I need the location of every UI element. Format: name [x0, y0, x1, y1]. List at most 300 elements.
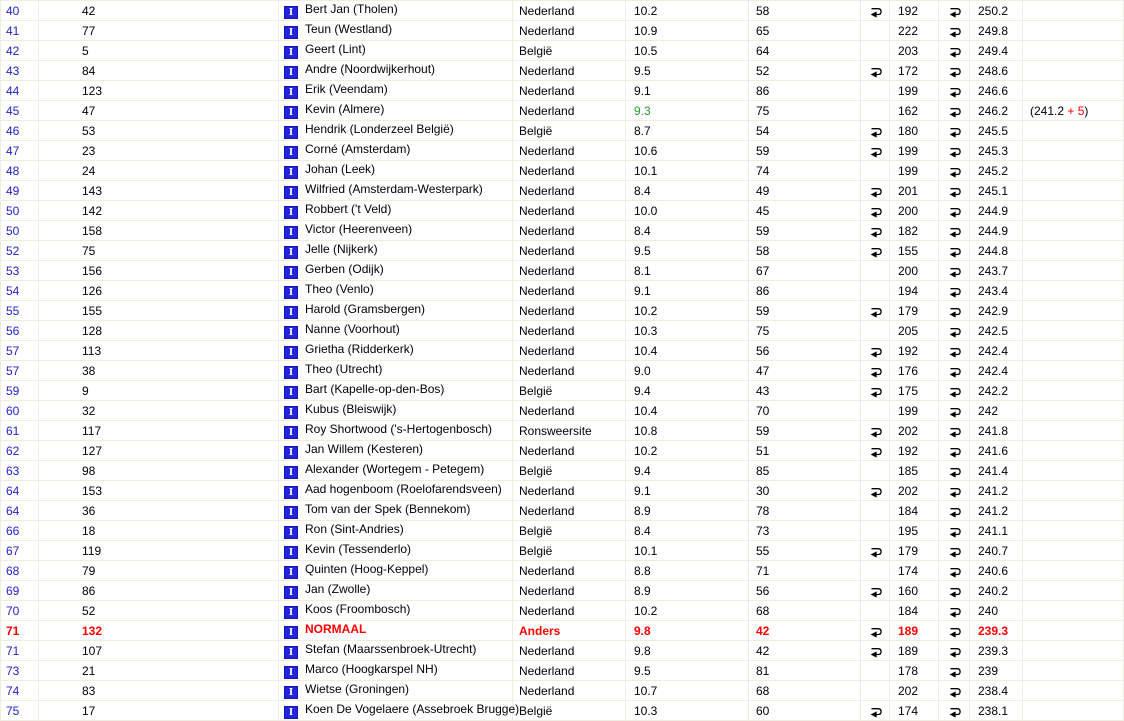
total-score-cell: 241.2: [970, 501, 1023, 521]
total-score-cell: 239: [970, 661, 1023, 681]
info-badge-icon[interactable]: I: [284, 306, 298, 319]
value3-cell: 160: [890, 581, 939, 601]
participant-cell: [279, 501, 513, 521]
info-badge-icon[interactable]: I: [284, 486, 298, 499]
total-score-cell: 248.6: [970, 61, 1023, 81]
participant-cell: [279, 121, 513, 141]
arrow1-cell: [861, 121, 890, 141]
country-cell: Nederland: [513, 181, 626, 201]
table-row: [1, 301, 1124, 321]
participant-cell: [279, 201, 513, 221]
participant-cell: [279, 601, 513, 621]
value3-cell: 179: [890, 541, 939, 561]
entry-number-cell: 53: [39, 121, 279, 141]
total-score-cell: 240: [970, 601, 1023, 621]
country-cell: Nederland: [513, 201, 626, 221]
country-cell: Nederland: [513, 641, 626, 661]
entry-number-cell: 156: [39, 261, 279, 281]
value2-cell: 55: [749, 541, 861, 561]
arrow2-cell: [939, 21, 970, 41]
participant-name: Theo (Utrecht): [305, 362, 383, 376]
entry-number-cell: 42: [39, 1, 279, 21]
value3-cell: 189: [890, 641, 939, 661]
info-badge-icon[interactable]: I: [284, 546, 298, 559]
info-badge-icon[interactable]: I: [284, 86, 298, 99]
arrow1-cell: [861, 481, 890, 501]
country-cell: Nederland: [513, 481, 626, 501]
info-badge-icon[interactable]: I: [284, 246, 298, 259]
curved-return-arrow-icon: [947, 5, 962, 18]
curved-return-arrow-icon: [947, 245, 962, 258]
arrow2-cell: [939, 581, 970, 601]
curved-return-arrow-icon: [947, 85, 962, 98]
arrow2-cell: [939, 401, 970, 421]
participant-name: Kevin (Almere): [305, 102, 385, 116]
arrow2-cell: [939, 61, 970, 81]
curved-return-arrow-icon: [868, 485, 883, 498]
participant-cell: [279, 481, 513, 501]
entry-number-cell: 9: [39, 381, 279, 401]
participant-name: Johan (Leek): [305, 162, 376, 176]
rank-cell: 57: [1, 361, 39, 381]
value3-cell: 178: [890, 661, 939, 681]
curved-return-arrow-icon: [947, 425, 962, 438]
total-score-cell: 243.4: [970, 281, 1023, 301]
total-score-cell: 250.2: [970, 1, 1023, 21]
value1-cell: 10.6: [626, 141, 749, 161]
value2-cell: 75: [749, 101, 861, 121]
total-score-cell: 239.3: [970, 621, 1023, 641]
total-score-cell: 245.5: [970, 121, 1023, 141]
value2-cell: 86: [749, 81, 861, 101]
rank-cell: 63: [1, 461, 39, 481]
note-cell: [1023, 161, 1124, 181]
arrow1-cell: [861, 401, 890, 421]
curved-return-arrow-icon: [947, 565, 962, 578]
participant-cell: [279, 461, 513, 481]
note-cell: [1023, 201, 1124, 221]
arrow2-cell: [939, 641, 970, 661]
table-row: [1, 201, 1124, 221]
value1-cell: 10.8: [626, 421, 749, 441]
value3-cell: 192: [890, 341, 939, 361]
arrow2-cell: [939, 221, 970, 241]
value1-cell: 8.4: [626, 181, 749, 201]
arrow2-cell: [939, 441, 970, 461]
arrow2-cell: [939, 341, 970, 361]
participant-cell: [279, 621, 513, 641]
value1-cell: 10.0: [626, 201, 749, 221]
participant-cell: [279, 181, 513, 201]
arrow2-cell: [939, 321, 970, 341]
curved-return-arrow-icon: [947, 505, 962, 518]
total-score-cell: 246.6: [970, 81, 1023, 101]
arrow1-cell: [861, 21, 890, 41]
participant-cell: [279, 21, 513, 41]
total-score-cell: 238.1: [970, 701, 1023, 721]
value1-cell: 10.2: [626, 1, 749, 21]
value3-cell: 201: [890, 181, 939, 201]
info-badge-icon[interactable]: I: [284, 366, 298, 379]
value1-cell: 9.8: [626, 641, 749, 661]
curved-return-arrow-icon: [947, 545, 962, 558]
value2-cell: 56: [749, 341, 861, 361]
arrow1-cell: [861, 701, 890, 721]
participant-name: Marco (Hoogkarspel NH): [305, 662, 438, 676]
entry-number-cell: 98: [39, 461, 279, 481]
info-badge-icon[interactable]: I: [284, 506, 298, 519]
participant-cell: [279, 361, 513, 381]
note-cell: [1023, 221, 1124, 241]
country-cell: België: [513, 121, 626, 141]
value3-cell: 199: [890, 81, 939, 101]
entry-number-cell: 18: [39, 521, 279, 541]
country-cell: Nederland: [513, 241, 626, 261]
note-cell: [1023, 301, 1124, 321]
table-row: [1, 481, 1124, 501]
value2-cell: 59: [749, 141, 861, 161]
total-score-cell: 241.1: [970, 521, 1023, 541]
participant-name: Robbert ('t Veld): [305, 202, 392, 216]
arrow2-cell: [939, 481, 970, 501]
info-badge-icon[interactable]: I: [284, 286, 298, 299]
curved-return-arrow-icon: [947, 665, 962, 678]
table-row: [1, 161, 1124, 181]
value1-cell: 8.4: [626, 221, 749, 241]
table-row: [1, 121, 1124, 141]
participant-name: Kevin (Tessenderlo): [305, 542, 412, 556]
arrow1-cell: [861, 161, 890, 181]
note-cell: [1023, 581, 1124, 601]
participant-name: Victor (Heerenveen): [305, 222, 413, 236]
entry-number-cell: 17: [39, 701, 279, 721]
participant-name: Geert (Lint): [305, 42, 366, 56]
note-cell: [1023, 401, 1124, 421]
table-row: [1, 561, 1124, 581]
curved-return-arrow-icon: [868, 345, 883, 358]
info-badge-icon[interactable]: I: [284, 326, 298, 339]
curved-return-arrow-icon: [947, 345, 962, 358]
arrow2-cell: [939, 161, 970, 181]
rank-cell: 71: [1, 621, 39, 641]
info-badge-icon[interactable]: I: [284, 386, 298, 399]
curved-return-arrow-icon: [947, 705, 962, 718]
entry-number-cell: 142: [39, 201, 279, 221]
note-cell: [1023, 601, 1124, 621]
value3-cell: 199: [890, 141, 939, 161]
rank-cell: 64: [1, 501, 39, 521]
value1-cell: 9.4: [626, 461, 749, 481]
entry-number-cell: 143: [39, 181, 279, 201]
curved-return-arrow-icon: [868, 125, 883, 138]
info-badge-icon[interactable]: I: [284, 146, 298, 159]
table-row: [1, 361, 1124, 381]
info-badge-icon[interactable]: I: [284, 126, 298, 139]
entry-number-cell: 83: [39, 681, 279, 701]
participant-cell: [279, 641, 513, 661]
note-cell: [1023, 341, 1124, 361]
value2-cell: 74: [749, 161, 861, 181]
info-badge-icon[interactable]: I: [284, 446, 298, 459]
curved-return-arrow-icon: [947, 465, 962, 478]
country-cell: Nederland: [513, 401, 626, 421]
country-cell: België: [513, 541, 626, 561]
curved-return-arrow-icon: [947, 205, 962, 218]
value3-cell: 162: [890, 101, 939, 121]
arrow1-cell: [861, 581, 890, 601]
curved-return-arrow-icon: [947, 225, 962, 238]
table-row: [1, 81, 1124, 101]
note-cell: [1023, 561, 1124, 581]
entry-number-cell: 32: [39, 401, 279, 421]
info-badge-icon[interactable]: I: [284, 466, 298, 479]
value2-cell: 67: [749, 261, 861, 281]
rank-cell: 52: [1, 241, 39, 261]
curved-return-arrow-icon: [868, 385, 883, 398]
entry-number-cell: 21: [39, 661, 279, 681]
info-badge-icon[interactable]: I: [284, 46, 298, 59]
value3-cell: 184: [890, 601, 939, 621]
participant-name: Jan Willem (Kesteren): [305, 442, 424, 456]
note-pre: (241.2: [1030, 103, 1068, 118]
curved-return-arrow-icon: [868, 625, 883, 638]
country-cell: België: [513, 381, 626, 401]
total-score-cell: 242.4: [970, 341, 1023, 361]
info-badge-icon[interactable]: I: [284, 686, 298, 699]
rank-cell: 46: [1, 121, 39, 141]
curved-return-arrow-icon: [868, 585, 883, 598]
ranking-table-body: [1, 1, 1124, 721]
entry-number-cell: 36: [39, 501, 279, 521]
value1-cell: 10.3: [626, 321, 749, 341]
info-badge-icon[interactable]: I: [284, 626, 298, 639]
arrow1-cell: [861, 141, 890, 161]
rank-cell: 69: [1, 581, 39, 601]
info-badge-icon[interactable]: I: [284, 66, 298, 79]
rank-cell: 47: [1, 141, 39, 161]
total-score-cell: 246.2: [970, 101, 1023, 121]
info-badge-icon[interactable]: I: [284, 586, 298, 599]
participant-cell: [279, 321, 513, 341]
info-badge-icon[interactable]: I: [284, 186, 298, 199]
country-cell: Nederland: [513, 141, 626, 161]
info-badge-icon[interactable]: I: [284, 406, 298, 419]
info-badge-icon[interactable]: I: [284, 566, 298, 579]
entry-number-cell: 155: [39, 301, 279, 321]
participant-name: Kubus (Bleiswijk): [305, 402, 397, 416]
note-cell: [1023, 521, 1124, 541]
curved-return-arrow-icon: [868, 365, 883, 378]
participant-name: Wilfried (Amsterdam-Westerpark): [305, 182, 483, 196]
info-badge-icon[interactable]: I: [284, 206, 298, 219]
curved-return-arrow-icon: [947, 125, 962, 138]
participant-cell: [279, 441, 513, 461]
value1-cell: 10.1: [626, 161, 749, 181]
table-row: [1, 401, 1124, 421]
note-cell: [1023, 461, 1124, 481]
table-row: [1, 661, 1124, 681]
info-badge-icon[interactable]: I: [284, 26, 298, 39]
participant-name: Erik (Veendam): [305, 82, 388, 96]
country-cell: Nederland: [513, 501, 626, 521]
info-badge-icon[interactable]: I: [284, 266, 298, 279]
note-cell: [1023, 381, 1124, 401]
info-badge-icon[interactable]: I: [284, 6, 298, 19]
entry-number-cell: 47: [39, 101, 279, 121]
rank-cell: 42: [1, 41, 39, 61]
participant-name: Hendrik (Londerzeel België): [305, 122, 454, 136]
info-badge-icon[interactable]: I: [284, 106, 298, 119]
value2-cell: 73: [749, 521, 861, 541]
info-badge-icon[interactable]: I: [284, 346, 298, 359]
note-cell: [1023, 501, 1124, 521]
participant-name: Theo (Venlo): [305, 282, 374, 296]
note-post: ): [1084, 103, 1089, 118]
value3-cell: 202: [890, 481, 939, 501]
curved-return-arrow-icon: [947, 625, 962, 638]
rank-cell: 60: [1, 401, 39, 421]
total-score-cell: 241.4: [970, 461, 1023, 481]
participant-name: Grietha (Ridderkerk): [305, 342, 414, 356]
value2-cell: 65: [749, 21, 861, 41]
rank-cell: 61: [1, 421, 39, 441]
value1-cell: 10.9: [626, 21, 749, 41]
participant-name: Jan (Zwolle): [305, 582, 371, 596]
arrow2-cell: [939, 301, 970, 321]
participant-cell: [279, 681, 513, 701]
entry-number-cell: 79: [39, 561, 279, 581]
curved-return-arrow-icon: [947, 145, 962, 158]
value3-cell: 179: [890, 301, 939, 321]
country-cell: Nederland: [513, 561, 626, 581]
arrow2-cell: [939, 181, 970, 201]
total-score-cell: 245.3: [970, 141, 1023, 161]
info-badge-icon[interactable]: I: [284, 646, 298, 659]
value2-cell: 68: [749, 681, 861, 701]
participant-name: Bert Jan (Tholen): [305, 2, 398, 16]
value2-cell: 56: [749, 581, 861, 601]
note-cell: [1023, 421, 1124, 441]
rank-cell: 67: [1, 541, 39, 561]
curved-return-arrow-icon: [947, 585, 962, 598]
table-row: [1, 321, 1124, 341]
country-cell: Anders: [513, 621, 626, 641]
total-score-cell: 242.2: [970, 381, 1023, 401]
value3-cell: 199: [890, 401, 939, 421]
arrow1-cell: [861, 661, 890, 681]
arrow1-cell: [861, 361, 890, 381]
arrow1-cell: [861, 501, 890, 521]
info-badge-icon[interactable]: I: [284, 166, 298, 179]
info-badge-icon[interactable]: I: [284, 606, 298, 619]
curved-return-arrow-icon: [868, 305, 883, 318]
value1-cell: 9.5: [626, 61, 749, 81]
entry-number-cell: 126: [39, 281, 279, 301]
rank-cell: 74: [1, 681, 39, 701]
value3-cell: 222: [890, 21, 939, 41]
note-cell: [1023, 121, 1124, 141]
info-badge-icon[interactable]: I: [284, 526, 298, 539]
arrow1-cell: [861, 461, 890, 481]
value3-cell: 184: [890, 501, 939, 521]
rank-cell: 41: [1, 21, 39, 41]
arrow2-cell: [939, 621, 970, 641]
country-cell: Nederland: [513, 361, 626, 381]
curved-return-arrow-icon: [947, 325, 962, 338]
total-score-cell: 241.6: [970, 441, 1023, 461]
value3-cell: 202: [890, 421, 939, 441]
participant-name: Tom van der Spek (Bennekom): [305, 502, 471, 516]
participant-cell: [279, 661, 513, 681]
arrow1-cell: [861, 441, 890, 461]
value3-cell: 200: [890, 261, 939, 281]
value1-cell: 9.5: [626, 241, 749, 261]
arrow1-cell: [861, 41, 890, 61]
total-score-cell: 245.2: [970, 161, 1023, 181]
value2-cell: 59: [749, 221, 861, 241]
curved-return-arrow-icon: [868, 445, 883, 458]
value1-cell: 10.4: [626, 401, 749, 421]
participant-cell: [279, 581, 513, 601]
value2-cell: 71: [749, 561, 861, 581]
country-cell: Nederland: [513, 61, 626, 81]
note-cell: [1023, 621, 1124, 641]
table-row: [1, 181, 1124, 201]
note-cell: [1023, 241, 1124, 261]
value1-cell: 10.1: [626, 541, 749, 561]
value1-cell: 9.8: [626, 621, 749, 641]
value2-cell: 81: [749, 661, 861, 681]
entry-number-cell: 23: [39, 141, 279, 161]
value1-cell: 9.5: [626, 661, 749, 681]
curved-return-arrow-icon: [947, 65, 962, 78]
arrow2-cell: [939, 261, 970, 281]
info-badge-icon[interactable]: I: [284, 666, 298, 679]
arrow2-cell: [939, 461, 970, 481]
country-cell: België: [513, 521, 626, 541]
arrow1-cell: [861, 101, 890, 121]
info-badge-icon[interactable]: I: [284, 226, 298, 239]
rank-cell: 44: [1, 81, 39, 101]
value3-cell: 200: [890, 201, 939, 221]
curved-return-arrow-icon: [947, 445, 962, 458]
note-cell: [1023, 41, 1124, 61]
participant-cell: [279, 561, 513, 581]
value1-cell: 10.2: [626, 441, 749, 461]
participant-cell: [279, 221, 513, 241]
value3-cell: 195: [890, 521, 939, 541]
total-score-cell: 242.9: [970, 301, 1023, 321]
info-badge-icon[interactable]: I: [284, 426, 298, 439]
total-score-cell: 239.3: [970, 641, 1023, 661]
arrow2-cell: [939, 681, 970, 701]
curved-return-arrow-icon: [947, 185, 962, 198]
curved-return-arrow-icon: [868, 145, 883, 158]
note-red-part: + 5: [1067, 103, 1085, 118]
curved-return-arrow-icon: [947, 685, 962, 698]
arrow1-cell: [861, 681, 890, 701]
info-badge-icon[interactable]: I: [284, 706, 298, 719]
participant-name: Teun (Westland): [305, 22, 393, 36]
table-row: [1, 241, 1124, 261]
value3-cell: 192: [890, 1, 939, 21]
entry-number-cell: 107: [39, 641, 279, 661]
value3-cell: 189: [890, 621, 939, 641]
note-cell: [1023, 541, 1124, 561]
table-row: [1, 421, 1124, 441]
rank-cell: 66: [1, 521, 39, 541]
table-row: [1, 221, 1124, 241]
